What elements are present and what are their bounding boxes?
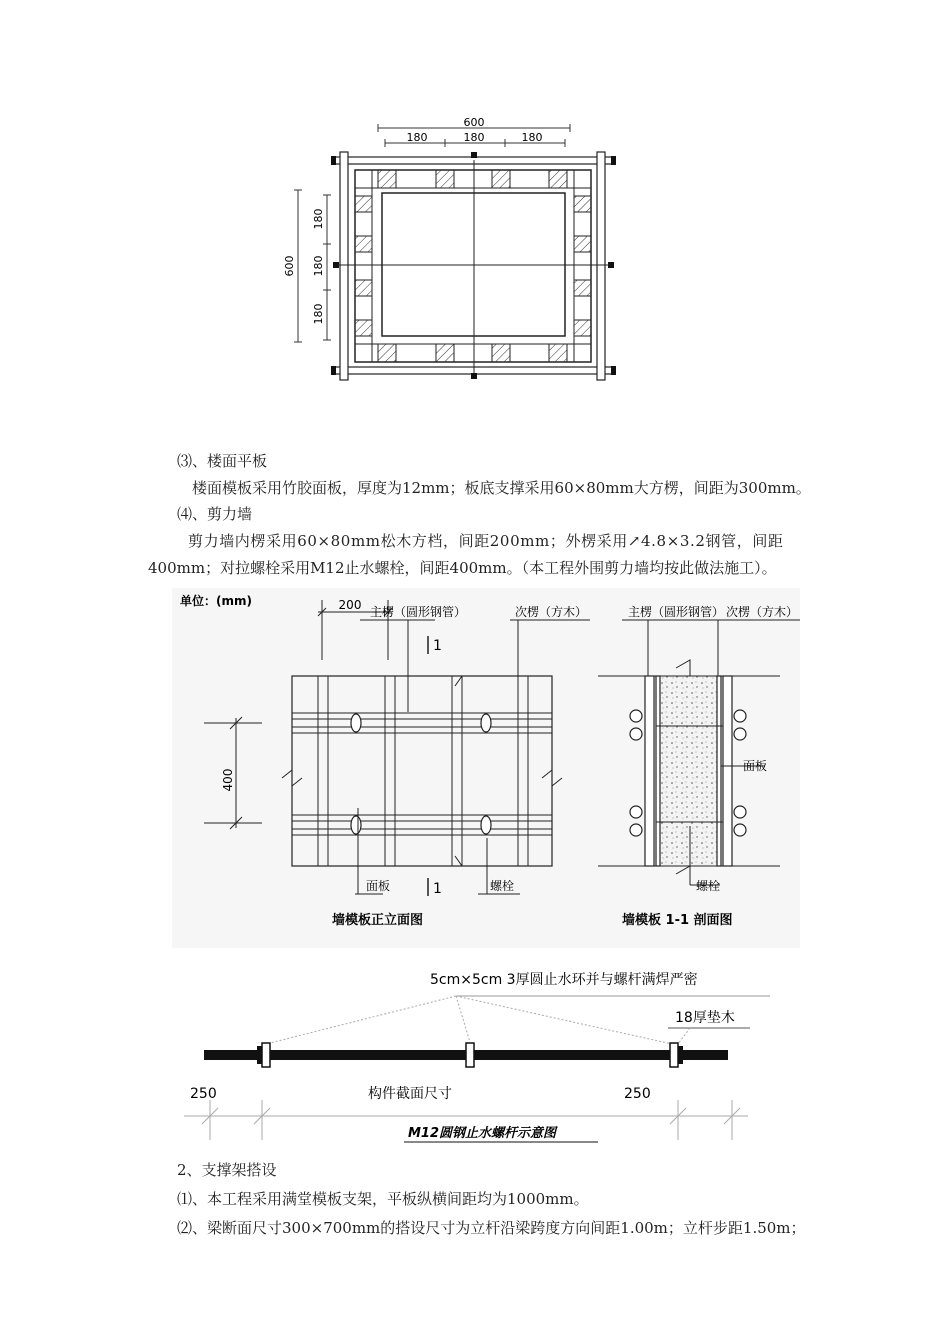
s4-body-line1: 剪力墙内楞采用60×80mm松木方档，间距200mm；外楞采用↗4.8×3.2钢管，间距 bbox=[188, 532, 784, 550]
pad-note: 18厚垫木 bbox=[675, 1010, 735, 1026]
section-panel-label: 面板 bbox=[743, 759, 768, 773]
outer-frame bbox=[355, 170, 591, 362]
section2-item2: ⑵、梁断面尺寸300×700mm的搭设尺寸为立杆沿梁跨度方向间距1.00m；立杆步距1.50m； bbox=[177, 1219, 806, 1237]
s3-heading: ⑶、楼面平板 bbox=[177, 452, 268, 470]
ring-note: 5cm×5cm 3厚圆止水环并与螺杆满焊严密 bbox=[430, 972, 698, 988]
column-formwork-plan bbox=[270, 110, 630, 390]
dim-left-c: 180 bbox=[312, 303, 325, 325]
s4-body-line2: 400mm；对拉螺栓采用M12止水螺栓，间距400mm。（本工程外围剪力墙均按此做法施工）。 bbox=[148, 559, 777, 577]
section-mark-bottom: 1 bbox=[433, 881, 442, 897]
s3-body: 楼面模板采用竹胶面板，厚度为12mm；板底支撑采用60×80mm大方楞，间距为300mm。 bbox=[192, 479, 811, 497]
elevation-title: 墙模板正立面图 bbox=[332, 913, 424, 928]
section2-item1: ⑴、本工程采用满堂模板支架，平板纵横间距均为1000mm。 bbox=[177, 1190, 589, 1208]
s4-heading: ⑷、剪力墙 bbox=[177, 505, 253, 523]
panel-label: 面板 bbox=[366, 879, 391, 893]
right-250: 250 bbox=[624, 1086, 651, 1102]
section-main-rib-label: 主楞（圆形钢管） bbox=[628, 605, 725, 619]
bolt-label: 螺栓 bbox=[490, 879, 515, 893]
dim-top-a: 180 bbox=[406, 131, 428, 144]
water-stop-bolt-figure bbox=[180, 960, 770, 1150]
wall-bolts bbox=[351, 714, 491, 834]
sec-rib-label: 次楞（方木） bbox=[515, 605, 588, 619]
dim-top-b: 180 bbox=[463, 131, 485, 144]
section-title: 墙模板 1-1 剖面图 bbox=[622, 913, 733, 928]
dim-200: 200 bbox=[338, 598, 362, 612]
section-mark-top: 1 bbox=[433, 638, 442, 654]
bolt-figure-title: M12圆钢止水螺杆示意图 bbox=[408, 1126, 557, 1141]
dim-left-a: 180 bbox=[312, 208, 325, 230]
section-size-label: 构件截面尺寸 bbox=[368, 1086, 452, 1102]
dim-left-total: 600 bbox=[283, 255, 296, 277]
dim-left-b: 180 bbox=[312, 255, 325, 277]
section-bolt-label: 螺栓 bbox=[696, 879, 721, 893]
dim-top-total: 600 bbox=[463, 116, 485, 129]
section-sec-rib-label: 次楞（方木） bbox=[726, 605, 799, 619]
elevation-view bbox=[282, 676, 562, 866]
main-rib-label: 主楞（圆形钢管） bbox=[370, 605, 467, 619]
dim-400: 400 bbox=[221, 768, 235, 792]
dim-top-c: 180 bbox=[521, 131, 543, 144]
left-250: 250 bbox=[190, 1086, 217, 1102]
section2-heading: 2、支撑架搭设 bbox=[177, 1161, 277, 1179]
timber-battens bbox=[355, 170, 591, 362]
wall-formwork-figure bbox=[172, 588, 800, 948]
unit-label: 单位：(mm) bbox=[180, 594, 252, 608]
